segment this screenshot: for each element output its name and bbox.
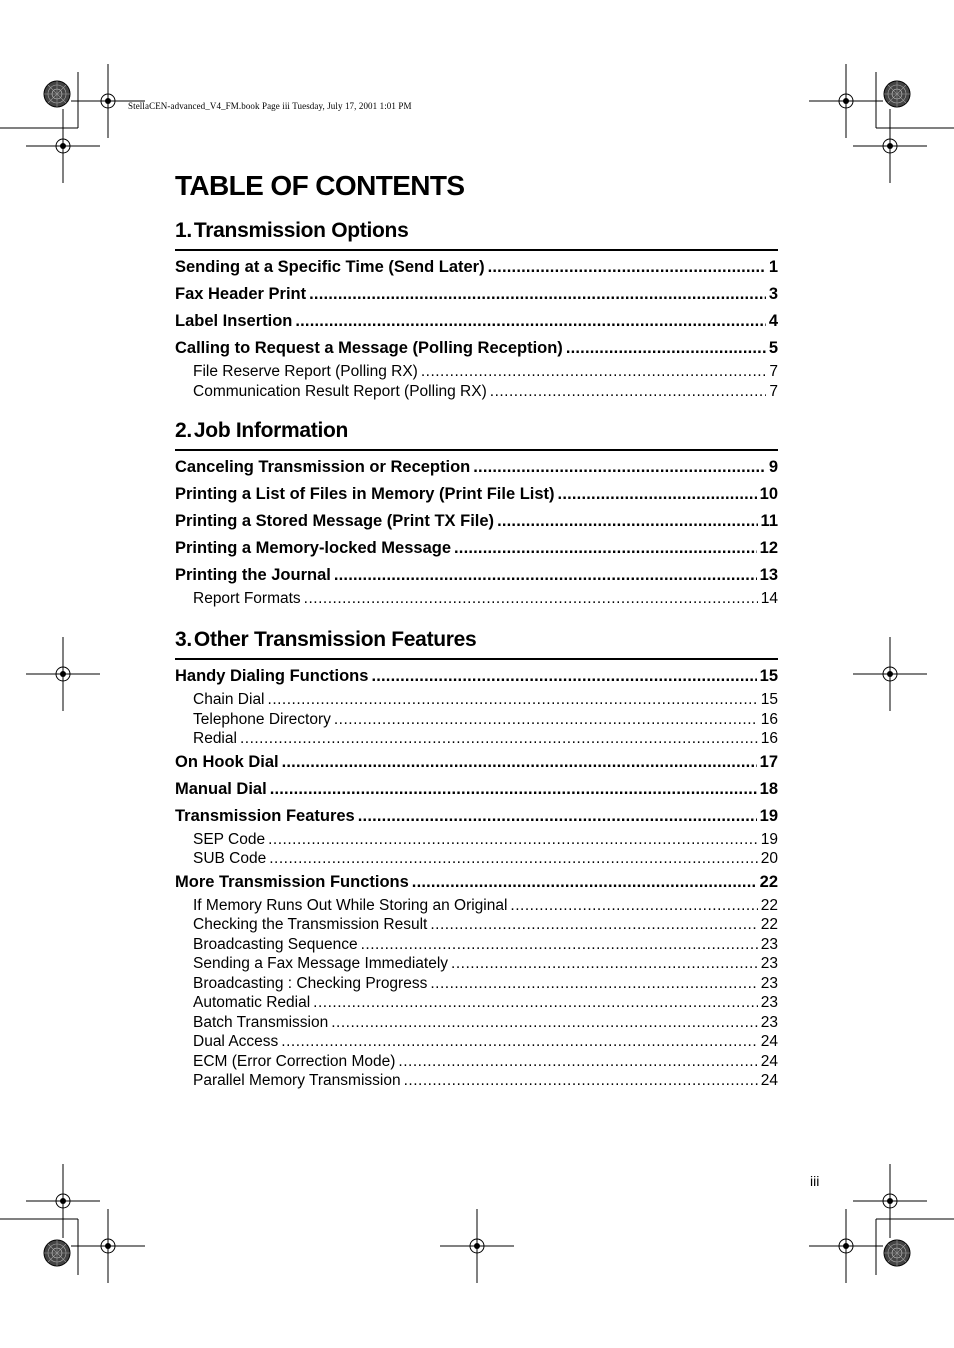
dot-leader	[510, 896, 757, 916]
toc-entry-title[interactable]: Fax Header Print	[175, 285, 307, 303]
toc-subentry-title[interactable]: Report Formats	[193, 590, 301, 607]
toc-subentry-title[interactable]: Parallel Memory Transmission	[193, 1072, 401, 1089]
toc-subentry[interactable]	[175, 1052, 778, 1072]
dot-leader	[454, 535, 757, 562]
dot-leader	[270, 776, 757, 803]
toc-page-number[interactable]: 7	[769, 382, 778, 400]
toc-entry-title[interactable]: More Transmission Functions	[175, 872, 409, 891]
toc-entry[interactable]	[175, 663, 778, 690]
toc-section-other-transmission-features	[175, 626, 778, 1091]
section-heading	[175, 217, 778, 251]
toc-subentry[interactable]	[175, 690, 778, 710]
toc-subentry[interactable]	[175, 974, 778, 994]
dot-leader	[334, 710, 758, 730]
toc-subentry[interactable]	[175, 849, 778, 869]
section-title: Transmission Options	[193, 219, 409, 242]
section-heading	[175, 626, 778, 660]
dot-leader	[268, 690, 758, 710]
toc-entry-title[interactable]: Printing a Stored Message (Print TX File)	[175, 512, 495, 530]
page-number: iii	[810, 1173, 820, 1189]
toc-subentry-title[interactable]: Broadcasting : Checking Progress	[193, 974, 428, 992]
toc-entry[interactable]	[175, 335, 778, 362]
toc-subentry[interactable]	[175, 896, 778, 916]
toc-entry-title[interactable]: Label Insertion	[175, 312, 293, 330]
dot-leader	[240, 729, 758, 749]
dot-leader	[331, 1013, 758, 1033]
toc-page-number[interactable]: 9	[768, 458, 778, 476]
toc-subentry[interactable]	[175, 993, 778, 1013]
toc-entry-title[interactable]: Manual Dial	[175, 779, 267, 798]
page-title: TABLE OF CONTENTS	[175, 170, 465, 201]
toc-subentry[interactable]	[175, 382, 778, 402]
dot-leader	[281, 1032, 757, 1052]
dot-leader	[404, 1071, 758, 1091]
dot-leader	[358, 803, 757, 830]
toc-page-number[interactable]: 18	[759, 779, 778, 798]
toc-page-number[interactable]: 16	[760, 730, 778, 747]
dot-leader	[421, 362, 767, 382]
toc-subentry[interactable]	[175, 362, 778, 382]
toc-subentry-title[interactable]: Dual Access	[193, 1033, 279, 1050]
toc-subentry-title[interactable]: Sending a Fax Message Immediately	[193, 955, 449, 972]
toc-page-number[interactable]: 16	[760, 710, 778, 728]
dot-leader	[268, 830, 758, 850]
section-heading	[175, 417, 778, 451]
dot-leader	[398, 1052, 757, 1072]
toc-subentry-title[interactable]: File Reserve Report (Polling RX)	[193, 363, 418, 380]
toc-entry[interactable]	[175, 481, 778, 508]
toc-entry[interactable]	[175, 869, 778, 896]
toc-page-number[interactable]: 4	[768, 312, 778, 330]
dot-leader	[269, 849, 758, 869]
toc-subentry[interactable]	[175, 935, 778, 955]
dot-leader	[412, 869, 757, 896]
toc-subentry[interactable]	[175, 589, 778, 609]
toc-page-number[interactable]: 19	[760, 830, 778, 848]
toc-page-number[interactable]: 23	[760, 974, 778, 992]
toc-entry-title[interactable]: Handy Dialing Functions	[175, 667, 369, 685]
toc-entry[interactable]	[175, 803, 778, 830]
toc-section-transmission-options	[175, 217, 778, 401]
toc-entry-title[interactable]: Printing a Memory-locked Message	[175, 539, 451, 557]
toc-subentry-title[interactable]: Automatic Redial	[193, 994, 311, 1011]
section-title: Other Transmission Features	[193, 628, 477, 651]
toc-subentry-title[interactable]: ECM (Error Correction Mode)	[193, 1052, 396, 1070]
dot-leader	[309, 281, 766, 308]
toc-section-job-information	[175, 417, 778, 609]
toc-page-number[interactable]: 17	[759, 752, 778, 771]
toc-entry-title[interactable]: Transmission Features	[175, 806, 355, 825]
toc-page-number[interactable]: 23	[760, 955, 778, 972]
toc-page-number[interactable]: 24	[760, 1033, 778, 1050]
dot-leader	[282, 749, 757, 776]
toc-subentry-title[interactable]: Communication Result Report (Polling RX)	[193, 382, 487, 400]
toc-page-number[interactable]: 23	[760, 994, 778, 1011]
toc-page-number[interactable]: 22	[760, 916, 778, 933]
toc-page-number[interactable]: 3	[768, 285, 778, 303]
toc-subentry[interactable]	[175, 710, 778, 730]
section-title: Job Information	[193, 419, 349, 442]
section-number: 1.	[175, 219, 192, 242]
toc-subentry[interactable]	[175, 1032, 778, 1052]
dot-leader	[430, 915, 757, 935]
toc-entry[interactable]	[175, 508, 778, 535]
toc-subentry-title[interactable]: Chain Dial	[193, 691, 265, 708]
toc-subentry[interactable]	[175, 1071, 778, 1091]
toc-page-number[interactable]: 22	[760, 896, 778, 914]
toc-entry[interactable]	[175, 776, 778, 803]
toc-subentry-title[interactable]: Telephone Directory	[193, 710, 331, 728]
toc-subentry-title[interactable]: Batch Transmission	[193, 1013, 329, 1031]
toc-subentry[interactable]	[175, 1013, 778, 1033]
toc-page-number[interactable]: 10	[759, 485, 778, 503]
toc-page-number[interactable]: 7	[769, 363, 778, 380]
toc-page-number[interactable]: 14	[760, 590, 778, 607]
toc-page-number[interactable]: 23	[760, 1013, 778, 1031]
toc-page-number[interactable]: 13	[759, 566, 778, 584]
toc-entry-title[interactable]: Sending at a Specific Time (Send Later)	[175, 258, 485, 276]
toc-page-number[interactable]: 1	[768, 258, 778, 276]
toc-subentry[interactable]	[175, 830, 778, 850]
toc-entry[interactable]	[175, 749, 778, 776]
toc-page-number[interactable]: 20	[760, 850, 778, 867]
dot-leader	[490, 382, 767, 402]
dot-leader	[313, 993, 758, 1013]
dot-leader	[361, 935, 758, 955]
toc-page-number[interactable]: 24	[760, 1052, 778, 1070]
toc-subentry-title[interactable]: SEP Code	[193, 830, 266, 848]
toc-page-number[interactable]: 15	[760, 691, 778, 708]
toc-entry[interactable]	[175, 308, 778, 335]
toc-subentry[interactable]	[175, 729, 778, 749]
toc-entry[interactable]	[175, 254, 778, 281]
toc-page-number[interactable]: 5	[768, 339, 778, 357]
section-number: 3.	[175, 628, 192, 651]
toc-subentry-title[interactable]: If Memory Runs Out While Storing an Original	[193, 896, 508, 914]
dot-leader	[488, 254, 766, 281]
dot-leader	[566, 335, 766, 362]
toc-entry-title[interactable]: Canceling Transmission or Reception	[175, 458, 471, 476]
toc-page-number[interactable]: 22	[759, 872, 778, 891]
toc-subentry-title[interactable]: Checking the Transmission Result	[193, 916, 428, 933]
dot-leader	[295, 308, 765, 335]
print-header: StellaCEN-advanced_V4_FM.book Page iii Tuesday, July 17, 2001 1:01 PM	[128, 101, 412, 111]
toc-entry[interactable]	[175, 535, 778, 562]
toc-entry[interactable]	[175, 562, 778, 589]
toc-entry-title[interactable]: On Hook Dial	[175, 752, 279, 771]
toc-entry-title[interactable]: Calling to Request a Message (Polling Reception)	[175, 339, 563, 357]
dot-leader	[371, 663, 756, 690]
dot-leader	[558, 481, 757, 508]
toc-entry-title[interactable]: Printing a List of Files in Memory (Print File List)	[175, 485, 555, 503]
dot-leader	[430, 974, 757, 994]
toc-page-number[interactable]: 23	[760, 935, 778, 953]
toc-subentry-title[interactable]: Broadcasting Sequence	[193, 935, 358, 953]
dot-leader	[304, 589, 758, 609]
dot-leader	[473, 454, 766, 481]
toc-subentry-title[interactable]: SUB Code	[193, 850, 267, 867]
toc-entry[interactable]	[175, 281, 778, 308]
section-number: 2.	[175, 419, 192, 442]
toc-page-number[interactable]: 19	[759, 806, 778, 825]
toc-subentry-title[interactable]: Redial	[193, 730, 237, 747]
toc-subentry[interactable]	[175, 954, 778, 974]
toc-entry[interactable]	[175, 454, 778, 481]
dot-leader	[334, 562, 757, 589]
dot-leader	[497, 508, 757, 535]
toc-subentry[interactable]	[175, 915, 778, 935]
toc-page-number[interactable]: 15	[759, 667, 778, 685]
toc-page-number[interactable]: 11	[760, 512, 778, 530]
dot-leader	[451, 954, 758, 974]
toc-entry-title[interactable]: Printing the Journal	[175, 566, 331, 584]
toc-page-number[interactable]: 12	[759, 539, 778, 557]
toc-page-number[interactable]: 24	[760, 1072, 778, 1089]
